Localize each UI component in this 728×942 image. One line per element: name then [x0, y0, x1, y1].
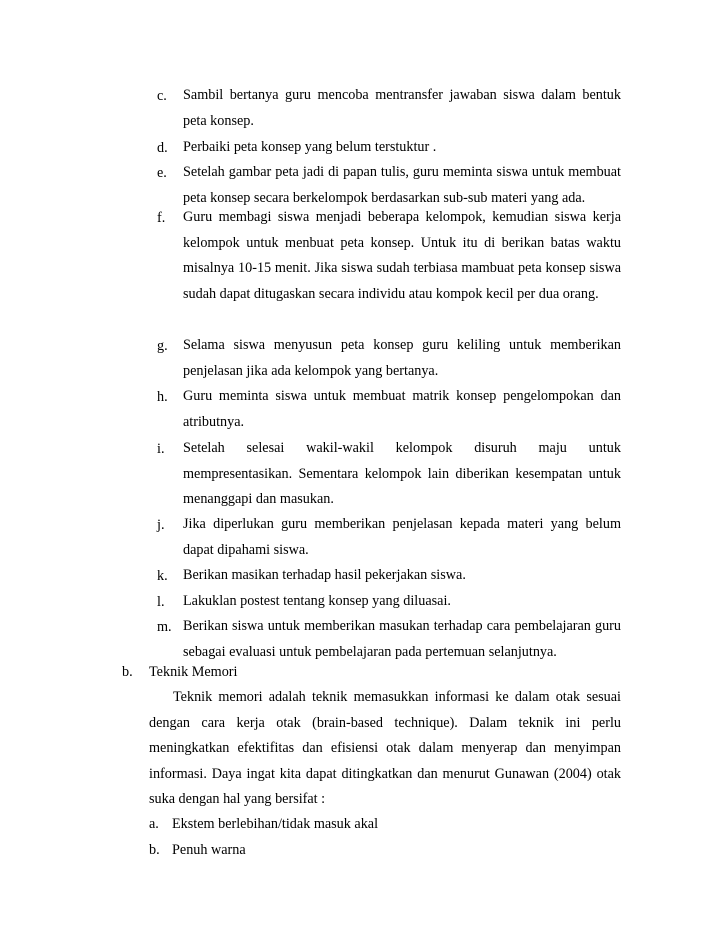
list-item-text: Perbaiki peta konsep yang belum terstuktur . [183, 139, 437, 155]
list-item-k [157, 563, 621, 589]
list-item-c [157, 83, 621, 134]
list-item-text: Lakuklan postest tentang konsep yang diluasai. [183, 593, 451, 609]
list-marker: h. [157, 389, 168, 405]
section-heading [122, 659, 237, 685]
list-marker: i. [157, 441, 165, 457]
section-title: Teknik Memori [149, 664, 238, 680]
list-item-d [157, 135, 621, 161]
list-marker: c. [157, 88, 167, 104]
list-item-text: Berikan siswa untuk memberikan masukan terhadap cara pembelajaran guru sebagai evaluasi untuk pembelajaran pada pertemuan selanjutnya. [183, 618, 621, 660]
sub-list-item [149, 811, 378, 837]
sub-list-item [149, 837, 246, 863]
list-item-text: Guru meminta siswa untuk membuat matrik konsep pengelompokan dan atributnya. [183, 388, 621, 430]
list-item-g [157, 333, 621, 384]
list-item-text: Jika diperlukan guru memberikan penjelasan kepada materi yang belum dapat dipahami siswa. [183, 516, 621, 558]
list-item-m [157, 614, 621, 665]
list-item-text: Setelah selesai wakil-wakil kelompok disuruh maju untuk mempresentasikan. Sementara kelompok lain diberikan kesempatan untuk menanggapi dan masukan. [183, 440, 621, 508]
list-marker: d. [157, 140, 168, 156]
list-item-l [157, 589, 621, 615]
list-marker: e. [157, 165, 167, 181]
sub-list-marker: b. [149, 842, 160, 858]
list-marker: m. [157, 619, 172, 635]
sub-list-marker: a. [149, 816, 159, 832]
list-marker: l. [157, 594, 165, 610]
list-marker: g. [157, 338, 168, 354]
list-item-text: Setelah gambar peta jadi di papan tulis, guru meminta siswa untuk membuat peta konsep secara berkelompok berdasarkan sub-sub materi yang ada. [183, 164, 621, 206]
list-item-text: Selama siswa menyusun peta konsep guru keliling untuk memberikan penjelasan jika ada kelompok yang bertanya. [183, 337, 621, 379]
list-item-e [157, 160, 621, 211]
list-item-text: Berikan masikan terhadap hasil pekerjakan siswa. [183, 567, 466, 583]
section-paragraph: Teknik memori adalah teknik memasukkan informasi ke dalam otak sesuai dengan cara kerja otak (brain-based technique). Dalam teknik ini perlu meningkatkan efektifitas dan efisiensi otak dalam menyerap dan menyimpan informasi. Daya ingat kita dapat ditingkatkan dan menurut Gunawan (2004) otak suka dengan hal yang bersifat : [149, 689, 621, 808]
list-item-j [157, 512, 621, 563]
list-item-i [157, 436, 621, 513]
list-marker: f. [157, 210, 166, 226]
sub-list-text: Ekstem berlebihan/tidak masuk akal [172, 816, 379, 832]
list-item-text: Guru membagi siswa menjadi beberapa kelompok, kemudian siswa kerja kelompok untuk menbuat peta konsep. Untuk itu di berikan batas waktu misalnya 10-15 menit. Jika siswa sudah terbiasa mambuat peta konsep siswa sudah dapat ditugaskan secara individu atau kompok kecil per dua orang. [183, 209, 621, 302]
list-marker: j. [157, 517, 165, 533]
sub-list-text: Penuh warna [172, 842, 246, 858]
list-item-text: Sambil bertanya guru mencoba mentransfer jawaban siswa dalam bentuk peta konsep. [183, 87, 621, 129]
section-marker: b. [122, 664, 133, 680]
list-item-h [157, 384, 621, 435]
list-marker: k. [157, 568, 168, 584]
list-item-f [157, 205, 621, 307]
